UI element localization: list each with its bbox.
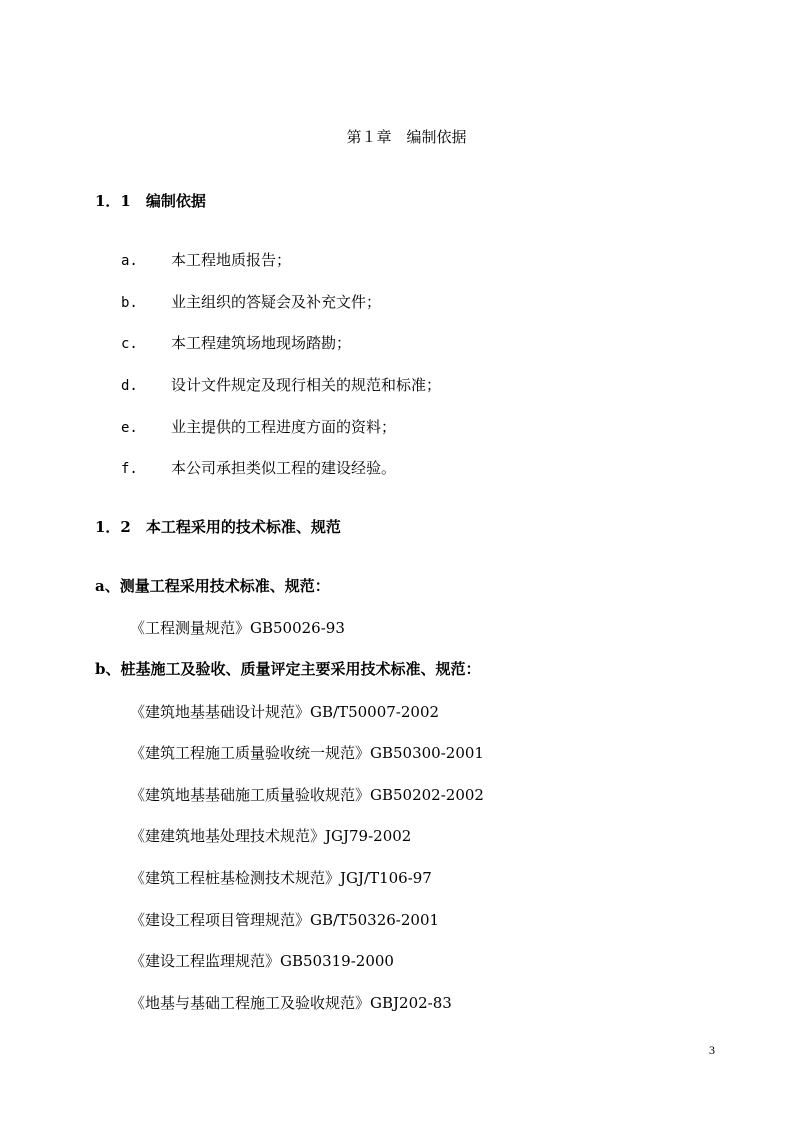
item-letter: b. <box>121 295 138 311</box>
standard-item: 《建建筑地基处理技术规范》JGJ79-2002 <box>130 827 412 845</box>
standard-item: 《建筑工程施工质量验收统一规范》GB50300-2001 <box>130 744 484 762</box>
item-letter: f. <box>121 461 138 477</box>
section-2-heading: 1．2 本工程采用的技术标准、规范 <box>95 518 341 536</box>
standard-item: 《建筑地基基础施工质量验收规范》GB50202-2002 <box>130 786 484 804</box>
item-letter: d. <box>121 378 138 394</box>
item-text: 业主提供的工程进度方面的资料； <box>171 418 397 436</box>
standard-item: 《建设工程项目管理规范》GB/T50326-2001 <box>130 911 440 929</box>
item-letter: e. <box>121 420 138 436</box>
item-text: 本工程地质报告； <box>171 251 292 269</box>
standard-item: 《建设工程监理规范》GB50319-2000 <box>130 952 394 970</box>
standard-item: 《地基与基础工程施工及验收规范》GBJ202-83 <box>130 994 452 1012</box>
standard-item: 《建筑地基基础设计规范》GB/T50007-2002 <box>130 703 440 721</box>
item-text: 本公司承担类似工程的建设经验。 <box>171 459 397 477</box>
standard-item: 《工程测量规范》GB50026-93 <box>130 619 345 637</box>
item-letter: c. <box>121 336 138 352</box>
standard-item: 《建筑工程桩基检测技术规范》JGJ/T106-97 <box>130 869 432 887</box>
item-letter: a. <box>121 253 138 269</box>
chapter-title: 第１章 编制依据 <box>346 128 467 146</box>
section-1-heading: 1．1 编制依据 <box>95 192 206 210</box>
subsection-a-heading: a、测量工程采用技术标准、规范： <box>95 577 330 595</box>
item-text: 设计文件规定及现行相关的规范和标准； <box>171 376 442 394</box>
subsection-b-heading: b、桩基施工及验收、质量评定主要采用技术标准、规范： <box>95 660 481 678</box>
page-number: 3 <box>709 1043 715 1057</box>
item-text: 业主组织的答疑会及补充文件； <box>171 293 382 311</box>
item-text: 本工程建筑场地现场踏勘； <box>171 334 352 352</box>
